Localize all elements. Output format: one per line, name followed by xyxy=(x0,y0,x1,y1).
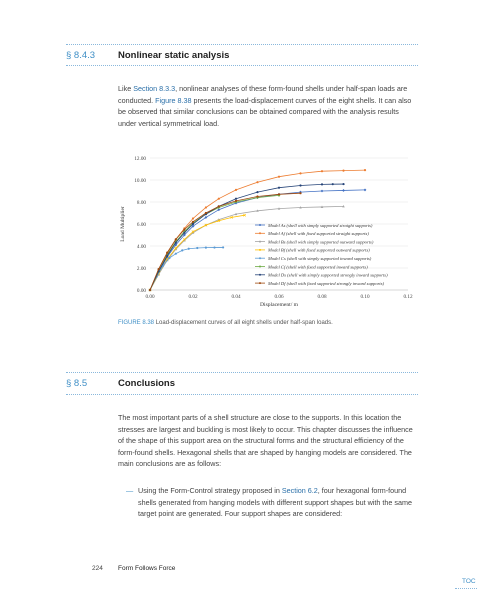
intro-paragraph xyxy=(118,83,418,129)
data-point xyxy=(158,268,160,270)
page-number: 224 xyxy=(92,565,103,572)
data-point xyxy=(299,192,301,194)
caption-text: Load-displacement curves of all eight shells under half-span loads. xyxy=(155,320,333,326)
book-title: Form Follows Force xyxy=(118,565,176,572)
section-title: Conclusions xyxy=(118,378,176,389)
data-point xyxy=(235,189,237,191)
data-point xyxy=(299,172,301,174)
y-tick-label: 2.00 xyxy=(136,266,146,272)
data-point xyxy=(166,252,168,254)
data-point xyxy=(222,246,224,248)
section-number: § 8.5 xyxy=(66,378,88,389)
data-point xyxy=(183,232,185,234)
data-point xyxy=(175,238,177,240)
data-point xyxy=(332,183,334,185)
data-point xyxy=(213,246,215,248)
legend-marker xyxy=(259,224,261,226)
divider xyxy=(66,394,418,395)
section-link[interactable]: Section 8.3.3 xyxy=(133,84,176,93)
section-link[interactable]: Section 6.2 xyxy=(281,486,318,495)
legend-entry: Model Cs (shell with simply supported inward supports) xyxy=(268,256,372,261)
data-point xyxy=(256,191,258,193)
data-point xyxy=(183,228,185,230)
data-point xyxy=(278,176,280,178)
legend-entry: Model Ds (shell with simply supported strongly inward supports) xyxy=(268,272,388,278)
data-point xyxy=(196,247,198,249)
x-tick-label: 0.08 xyxy=(317,294,327,300)
data-point xyxy=(149,289,151,291)
y-tick-label: 8.00 xyxy=(136,200,146,206)
legend-entry: Model Bs (shell with simply supported outward supports) xyxy=(268,239,374,245)
intro-text: Like xyxy=(118,84,134,93)
data-point xyxy=(166,255,168,257)
legend-marker xyxy=(259,241,261,243)
data-point xyxy=(188,248,190,250)
y-tick-label: 12.00 xyxy=(134,156,146,162)
data-point xyxy=(181,249,183,251)
x-tick-label: 0.02 xyxy=(188,294,198,300)
data-point xyxy=(278,193,280,195)
data-point xyxy=(321,183,323,185)
y-tick-label: 4.00 xyxy=(136,244,146,250)
data-point xyxy=(342,170,344,172)
data-point xyxy=(218,205,220,207)
series-line xyxy=(149,214,246,291)
data-point xyxy=(192,217,194,219)
chart-legend xyxy=(255,223,388,286)
series-path xyxy=(150,195,279,290)
figure-link[interactable]: Figure 8.38 xyxy=(155,95,192,105)
section-title: Nonlinear static analysis xyxy=(118,50,230,61)
data-point xyxy=(321,190,324,193)
legend-entry: Model Af (shell with fixed supported straight supports) xyxy=(268,231,369,237)
load-displacement-chart xyxy=(112,152,418,308)
divider xyxy=(66,372,418,373)
data-point xyxy=(192,223,194,225)
y-tick-label: 10.00 xyxy=(134,178,146,184)
bullet-text: Using the Form-Control strategy proposed in xyxy=(138,486,282,495)
x-tick-label: 0.00 xyxy=(145,294,155,300)
x-tick-label: 0.04 xyxy=(231,294,241,300)
bullet-dash: — xyxy=(126,486,134,495)
list-item-text xyxy=(138,485,420,520)
data-point xyxy=(175,253,177,255)
legend-marker xyxy=(259,232,261,234)
divider xyxy=(455,588,477,589)
data-point xyxy=(364,188,367,191)
data-point xyxy=(342,189,345,192)
legend-marker xyxy=(259,274,261,276)
legend-marker xyxy=(259,266,261,268)
legend-entry: Model Cf (shell with fixed supported inward supports) xyxy=(268,264,368,270)
series-path xyxy=(150,215,245,290)
legend-entry: Model Df (shell with fixed supported strongly inward supports) xyxy=(268,280,385,286)
data-point xyxy=(278,187,280,189)
data-point xyxy=(218,198,220,200)
data-point xyxy=(205,247,207,249)
legend-marker xyxy=(259,257,261,259)
x-axis-label: Displacement/ m xyxy=(259,302,299,308)
figure-caption xyxy=(118,320,418,326)
data-point xyxy=(321,170,323,172)
x-tick-label: 0.10 xyxy=(360,294,370,300)
data-point xyxy=(256,181,258,183)
section-number: § 8.4.3 xyxy=(66,50,96,61)
legend-marker xyxy=(259,282,261,284)
series-path xyxy=(150,247,223,290)
y-axis-label: Load Multiplier xyxy=(120,206,126,242)
data-point xyxy=(364,169,366,171)
data-point xyxy=(192,221,194,223)
data-point xyxy=(299,184,301,186)
legend-entry: Model Bf (shell with fixed supported outward supports) xyxy=(268,247,370,253)
data-point xyxy=(168,257,170,259)
legend-marker xyxy=(259,249,261,251)
conclusions-paragraph: The most important parts of a shell structure are close to the supports. In this location the stresses are largest and buckling is most likely to occur. This chapter discusses the influence of the shape of this support area on the structural forms and the structural efficiency of the form-found shells. Hexagonal shells that are shaped by hanging models are considered. The main conclusions are as follows: xyxy=(118,413,413,468)
data-point xyxy=(205,206,207,208)
divider xyxy=(66,65,418,66)
data-point xyxy=(235,198,237,200)
x-tick-label: 0.06 xyxy=(274,294,284,300)
legend-entry: Model As (shell with simply supported straight supports) xyxy=(268,222,373,228)
data-point xyxy=(205,212,207,214)
intro-text: presents the load-displacement curves of the eight shells. It can also be observed that similar conclusions can be obtained compared with the analysis results under vertical symmetrical load. xyxy=(118,95,412,128)
x-tick-label: 0.12 xyxy=(403,294,413,300)
data-point xyxy=(256,195,258,197)
data-point xyxy=(235,200,237,202)
toc-link[interactable]: TOC xyxy=(462,578,476,585)
y-tick-label: 6.00 xyxy=(136,222,146,228)
figure-label: FIGURE 8.38 xyxy=(118,320,155,326)
bullet-text: , four hexagonal form-found shells generated from hanging models with different support shapes but with the same target point are generated. Four support shapes are considered: xyxy=(138,486,412,518)
intro-text: , nonlinear analyses of these form-found shells under half-span loads are conducted. xyxy=(118,84,408,105)
divider xyxy=(66,44,418,45)
data-point xyxy=(175,242,177,244)
data-point xyxy=(342,183,344,185)
y-tick-label: 0.00 xyxy=(136,288,146,294)
